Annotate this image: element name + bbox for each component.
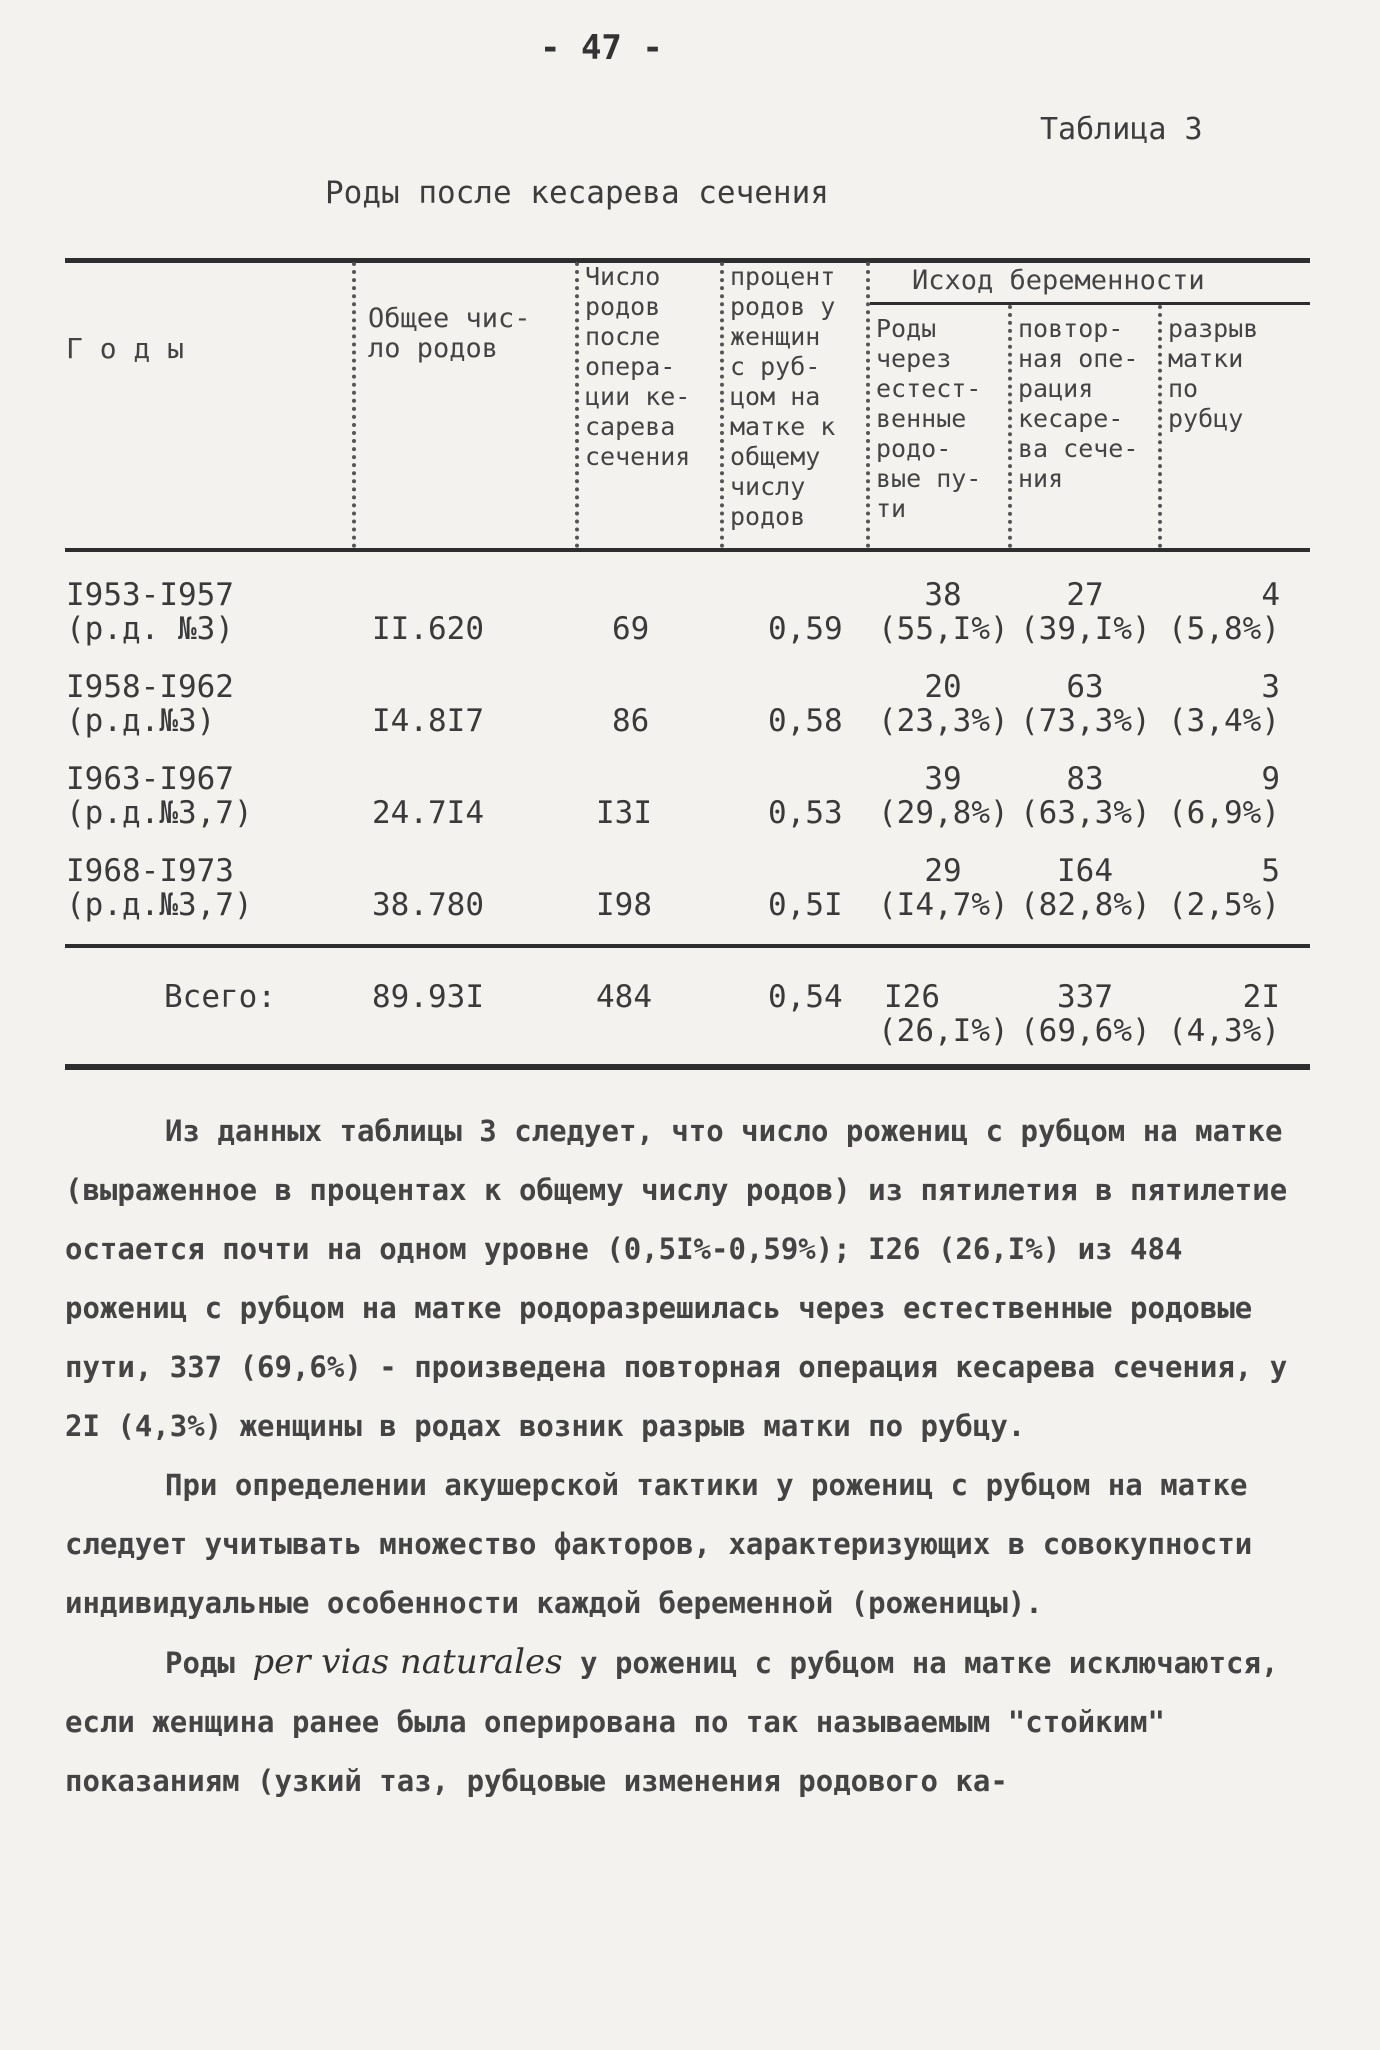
row-natural: 29 [924, 853, 962, 889]
page-number: - 47 - [540, 28, 663, 68]
column-separator [1008, 305, 1012, 548]
row-period: I963-I967 [66, 761, 234, 797]
total-births: 89.93I [372, 979, 484, 1015]
total-top-rule [65, 944, 1310, 948]
header-natural-birth: Роды через естест- венные родо- вые пу- ти [876, 314, 982, 523]
row-repeat-pct: (73,3%) [1020, 703, 1151, 739]
row-repeat: I64 [1057, 853, 1113, 889]
row-total: I4.8I7 [372, 703, 484, 739]
row-repeat: 83 [1066, 761, 1104, 797]
row-natural-pct: (I4,7%) [878, 887, 1009, 923]
header-percent: процент родов у женщин с руб- цом на матке к общему числу родов [730, 262, 836, 531]
column-separator [1158, 305, 1162, 548]
table-bottom-rule [65, 1064, 1310, 1070]
row-natural-pct: (55,I%) [878, 611, 1009, 647]
row-natural-pct: (23,3%) [878, 703, 1009, 739]
header-total-births: Общее чис- ло родов [368, 303, 531, 364]
total-natural: I26 [884, 979, 940, 1015]
row-hospital: (р.д.№3) [66, 703, 216, 739]
row-rupture: 5 [1261, 853, 1280, 889]
outcome-underline [870, 302, 1310, 305]
row-rupture: 9 [1261, 761, 1280, 797]
row-period: I968-I973 [66, 853, 234, 889]
row-rupture: 3 [1261, 669, 1280, 705]
row-after-cs: 69 [612, 611, 650, 647]
row-rupture: 4 [1261, 577, 1280, 613]
row-hospital: (р.д. №3) [66, 611, 234, 647]
paragraph: Из данных таблицы 3 следует, что число рожениц с рубцом на матке (выраженное в процентах к общему числу родов) из пятилетия в пятилетие остается почти на одном уровне (0,5I%-0,59%); I26 (26,I%) из 484 рожениц с рубцом на матке родоразрешилась через естественные родовые пути, 337 (69,6%) - произведена повторная операция кесарева сечения, у 2I (4,3%) женщины в родах возник разрыв матки по рубцу. [65, 1114, 1288, 1443]
header-rupture: разрыв матки по рубцу [1168, 314, 1259, 433]
body-text [65, 1102, 1315, 1811]
header-outcome: Исход беременности [912, 265, 1205, 296]
paragraph-rest: у рожениц с рубцом на матке исключаются, если женщина ранее была оперирована по так называемым "стойким" показаниям (узкий таз, рубцовые изменения родового ка- [65, 1646, 1279, 1798]
handwritten-insert: per vias naturales [252, 1642, 563, 1682]
row-total: II.620 [372, 611, 484, 647]
total-label: Всего: [164, 979, 276, 1015]
row-natural: 38 [924, 577, 962, 613]
total-natural-pct: (26,I%) [878, 1013, 1009, 1049]
row-rupture-pct: (2,5%) [1168, 887, 1280, 923]
header-years: Г о д ы [66, 332, 185, 365]
row-after-cs: I98 [596, 887, 652, 923]
row-after-cs: I3I [596, 795, 652, 831]
header-births-after-cs: Число родов после опера- ции ке- сарева сечения [585, 262, 691, 471]
row-percent: 0,59 [768, 611, 843, 647]
column-separator [720, 262, 724, 548]
paragraph [65, 1633, 1315, 1811]
total-after-cs: 484 [596, 979, 652, 1015]
row-repeat-pct: (82,8%) [1020, 887, 1151, 923]
row-natural: 20 [924, 669, 962, 705]
row-hospital: (р.д.№3,7) [66, 887, 253, 923]
column-separator [866, 262, 870, 548]
header-repeat-cs: повтор- ная опе- рация кесаре- ва сече- ния [1018, 314, 1139, 493]
row-total: 38.780 [372, 887, 484, 923]
total-rupture: 2I [1242, 979, 1280, 1015]
table-label: Таблица 3 [1040, 112, 1203, 147]
total-rupture-pct: (4,3%) [1168, 1013, 1280, 1049]
row-natural-pct: (29,8%) [878, 795, 1009, 831]
row-total: 24.7I4 [372, 795, 484, 831]
header-bottom-rule [65, 548, 1310, 552]
total-repeat-pct: (69,6%) [1020, 1013, 1151, 1049]
row-hospital: (р.д.№3,7) [66, 795, 253, 831]
row-rupture-pct: (3,4%) [1168, 703, 1280, 739]
row-after-cs: 86 [612, 703, 650, 739]
row-repeat: 27 [1066, 577, 1104, 613]
row-percent: 0,5I [768, 887, 843, 923]
column-separator [575, 262, 579, 548]
row-rupture-pct: (6,9%) [1168, 795, 1280, 831]
row-percent: 0,58 [768, 703, 843, 739]
row-rupture-pct: (5,8%) [1168, 611, 1280, 647]
row-repeat: 63 [1066, 669, 1104, 705]
row-natural: 39 [924, 761, 962, 797]
row-repeat-pct: (39,I%) [1020, 611, 1151, 647]
table-title: Роды после кесарева сечения [325, 175, 829, 211]
row-percent: 0,53 [768, 795, 843, 831]
column-separator [352, 262, 356, 548]
row-period: I953-I957 [66, 577, 234, 613]
total-repeat: 337 [1057, 979, 1113, 1015]
paragraph-start: Роды [165, 1646, 235, 1680]
row-repeat-pct: (63,3%) [1020, 795, 1151, 831]
total-percent: 0,54 [768, 979, 843, 1015]
row-period: I958-I962 [66, 669, 234, 705]
paragraph: При определении акушерской тактики у рожениц с рубцом на матке следует учитывать множество факторов, характеризующих в совокупности индивидуальные особенности каждой беременной (роженицы). [65, 1468, 1253, 1620]
